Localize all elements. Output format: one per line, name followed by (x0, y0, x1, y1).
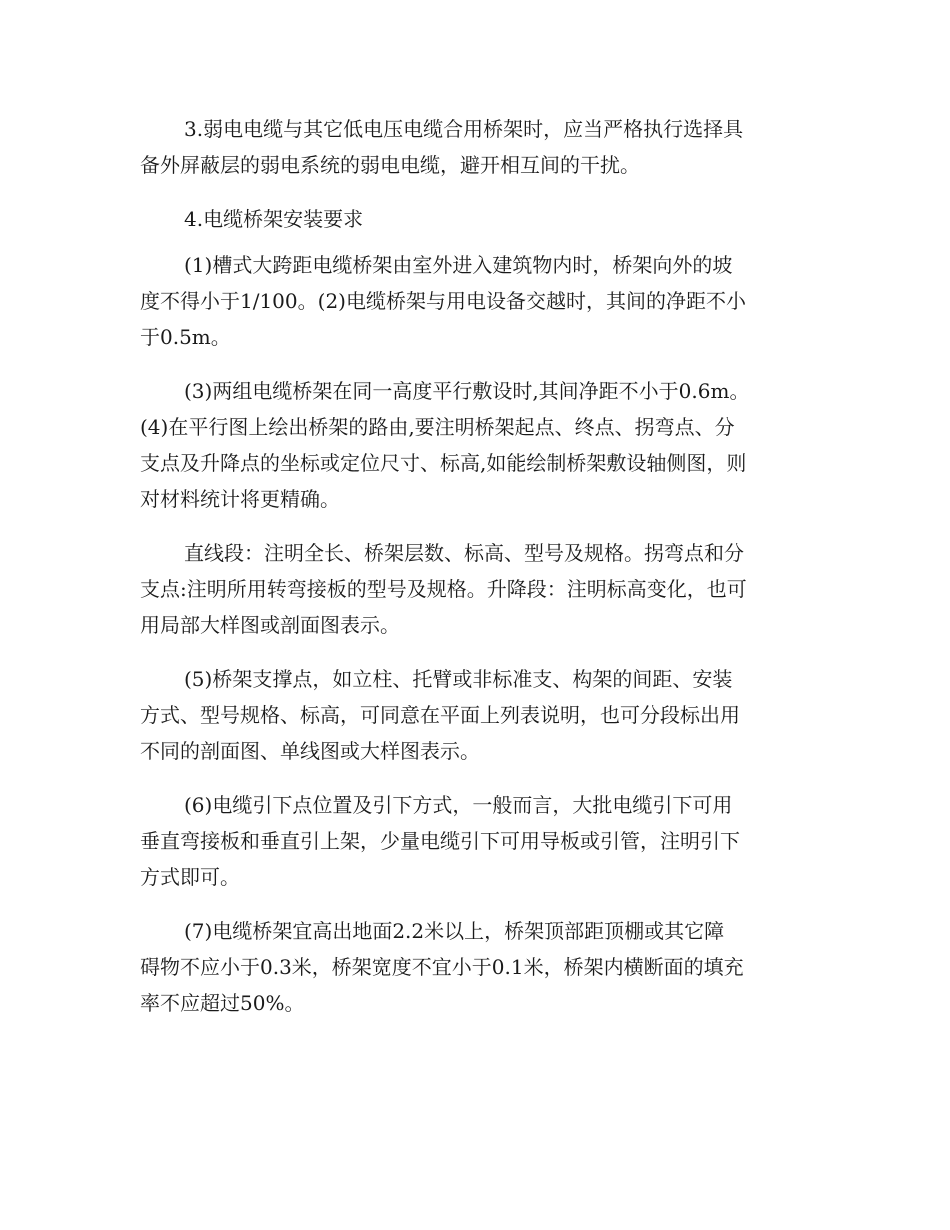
paragraph-line: 对材料统计将更精确。 (140, 487, 340, 511)
paragraph-line: 垂直弯接板和垂直引上架，少量电缆引下可用导板或引管，注明引下 (140, 829, 740, 853)
paragraph-line: (5)桥架支撑点，如立柱、托臂或非标准支、构架的间距、安装 (184, 667, 733, 691)
paragraph-item-3-4 (140, 373, 810, 517)
paragraph-line: (3)两组电缆桥架在同一高度平行敷设时,其间净距不小于0.6m。 (184, 379, 750, 403)
paragraph-line: 备外屏蔽层的弱电系统的弱电电缆，避开相互间的干扰。 (140, 153, 640, 177)
paragraph-line: 方式即可。 (140, 865, 240, 889)
paragraph-line: (4)在平行图上绘出桥架的路由,要注明桥架起点、终点、拐弯点、分 (140, 415, 735, 439)
paragraph-line: (7)电缆桥架宜高出地面2.2米以上，桥架顶部距顶棚或其它障 (184, 919, 725, 943)
paragraph-line: 度不得小于1/100。(2)电缆桥架与用电设备交越时，其间的净距不小 (140, 289, 746, 313)
paragraph-line: 碍物不应小于0.3米，桥架宽度不宜小于0.1米，桥架内横断面的填充 (140, 955, 744, 979)
paragraph-straight-section (140, 535, 810, 643)
section-heading-installation-requirements (140, 201, 810, 237)
paragraph-line: 于0.5m。 (140, 325, 231, 349)
paragraph-item-1-2 (140, 247, 810, 355)
paragraph-line: 3.弱电电缆与其它低电压电缆合用桥架时，应当严格执行选择具 (184, 117, 744, 141)
paragraph-weak-current-cable (140, 111, 810, 183)
paragraph-line: 率不应超过50%。 (140, 991, 305, 1015)
paragraph-item-5 (140, 661, 810, 769)
paragraph-line: (6)电缆引下点位置及引下方式，一般而言，大批电缆引下可用 (184, 793, 733, 817)
paragraph-line: 支点及升降点的坐标或定位尺寸、标高,如能绘制桥架敷设轴侧图，则 (140, 451, 747, 475)
paragraph-item-7 (140, 913, 810, 1021)
paragraph-line: 用局部大样图或剖面图表示。 (140, 613, 400, 637)
paragraph-line: 不同的剖面图、单线图或大样图表示。 (140, 739, 480, 763)
paragraph-line: 直线段：注明全长、桥架层数、标高、型号及规格。拐弯点和分 (184, 541, 744, 565)
paragraph-line: 4.电缆桥架安装要求 (184, 207, 364, 231)
paragraph-item-6 (140, 787, 810, 895)
document-body (140, 111, 810, 1039)
paragraph-line: (1)槽式大跨距电缆桥架由室外进入建筑物内时，桥架向外的坡 (184, 253, 733, 277)
paragraph-line: 支点:注明所用转弯接板的型号及规格。升降段：注明标高变化，也可 (140, 577, 747, 601)
paragraph-line: 方式、型号规格、标高，可同意在平面上列表说明，也可分段标出用 (140, 703, 740, 727)
